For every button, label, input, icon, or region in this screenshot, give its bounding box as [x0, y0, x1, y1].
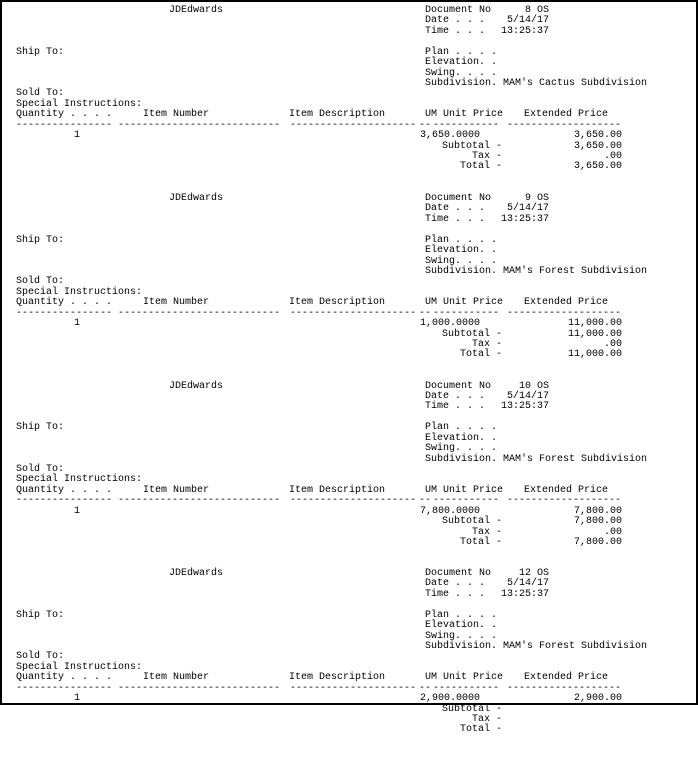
document-no-value: 10 OS — [518, 380, 549, 392]
elevation-label: Elevation. . — [425, 57, 498, 69]
time-value: 13:25:37 — [500, 588, 549, 600]
sold-to-label: Sold To: — [16, 463, 65, 475]
date-value: 5/14/17 — [506, 15, 549, 27]
column-header-item-description: Item Description — [289, 109, 386, 121]
column-header-um-unit-price: UM Unit Price — [425, 672, 504, 684]
column-header-item-number: Item Number — [143, 672, 210, 684]
column-ruler-item-description: --------------------- — [290, 307, 417, 319]
time-label: Time . . . — [425, 588, 486, 600]
quantity-value: 1 — [73, 505, 80, 517]
company-name: JDEdwards — [169, 380, 224, 392]
date-label: Date . . . — [425, 15, 486, 27]
date-value: 5/14/17 — [506, 390, 549, 402]
special-instructions-label: Special Instructions: — [16, 286, 143, 298]
subtotal-value: 7,800.00 — [573, 516, 622, 528]
subtotal-label: Subtotal - — [441, 328, 502, 340]
column-header-extended-price: Extended Price — [524, 109, 609, 121]
total-label: Total - — [459, 349, 502, 361]
column-ruler-item-description: --------------------- — [290, 119, 417, 131]
sold-to-label: Sold To: — [16, 651, 65, 663]
report-section — [2, 6, 696, 194]
time-value: 13:25:37 — [500, 25, 549, 37]
subdivision-value: MAM's Forest Subdivision — [503, 453, 648, 465]
ship-to-label: Ship To: — [16, 46, 65, 58]
column-header-extended-price: Extended Price — [524, 297, 609, 309]
column-ruler-extended-price: ------------------- — [507, 682, 622, 694]
subtotal-label: Subtotal - — [441, 516, 502, 528]
tax-value: .00 — [603, 151, 622, 162]
tax-label: Tax - — [471, 339, 502, 350]
quantity-value: 1 — [73, 318, 80, 330]
document-no-value: 12 OS — [518, 568, 549, 579]
extended-price-value: 11,000.00 — [567, 318, 622, 330]
column-header-item-number: Item Number — [143, 109, 210, 121]
column-header-extended-price: Extended Price — [524, 672, 609, 684]
swing-label: Swing. . . . — [425, 255, 498, 267]
column-header-quantity: Quantity . . . . — [16, 109, 113, 121]
column-ruler-item-description: --------------------- — [290, 495, 417, 507]
time-value: 13:25:37 — [500, 401, 549, 413]
subtotal-label: Subtotal - — [441, 703, 502, 715]
column-header-quantity: Quantity . . . . — [16, 484, 113, 496]
unit-price-value: 3,650.0000 — [419, 130, 480, 142]
column-header-item-description: Item Description — [289, 484, 386, 496]
column-ruler-unit-price: ----------- — [433, 682, 500, 694]
ship-to-label: Ship To: — [16, 422, 65, 434]
column-ruler-item-number: --------------------------- — [118, 682, 281, 694]
tax-label: Tax - — [471, 151, 502, 162]
ship-to-label: Ship To: — [16, 234, 65, 246]
date-value: 5/14/17 — [506, 578, 549, 590]
total-value: 11,000.00 — [567, 349, 622, 361]
column-header-item-description: Item Description — [289, 672, 386, 684]
column-ruler-extended-price: ------------------- — [507, 495, 622, 507]
total-label: Total - — [459, 724, 502, 736]
column-header-um-unit-price: UM Unit Price — [425, 109, 504, 121]
time-label: Time . . . — [425, 401, 486, 413]
ship-to-label: Ship To: — [16, 609, 65, 621]
subdivision-label: Subdivision. — [425, 266, 498, 277]
date-label: Date . . . — [425, 203, 486, 215]
tax-value: .00 — [603, 339, 622, 350]
elevation-label: Elevation. . — [425, 620, 498, 632]
subdivision-label: Subdivision. — [425, 453, 498, 465]
column-ruler-item-description: --------------------- — [290, 682, 417, 694]
subdivision-label: Subdivision. — [425, 78, 498, 89]
document-no-label: Document No — [425, 193, 492, 204]
tax-label: Tax - — [471, 526, 502, 538]
unit-price-value: 1,000.0000 — [419, 318, 480, 330]
swing-label: Swing. . . . — [425, 630, 498, 642]
column-ruler-unit-price: ----------- — [433, 119, 500, 131]
report-section — [2, 194, 696, 382]
column-ruler-extended-price: ------------------- — [507, 119, 622, 131]
extended-price-value: 3,650.00 — [573, 130, 622, 142]
column-header-item-number: Item Number — [143, 484, 210, 496]
date-label: Date . . . — [425, 390, 486, 402]
subdivision-label: Subdivision. — [425, 641, 498, 652]
column-header-extended-price: Extended Price — [524, 484, 609, 496]
total-label: Total - — [459, 536, 502, 548]
column-header-quantity: Quantity . . . . — [16, 672, 113, 684]
report-section — [2, 382, 696, 570]
document-no-value: 8 OS — [524, 5, 549, 16]
sold-to-label: Sold To: — [16, 88, 65, 100]
column-header-um-unit-price: UM Unit Price — [425, 484, 504, 496]
column-ruler-quantity: ---------------- — [16, 495, 113, 507]
extended-price-value: 7,800.00 — [573, 505, 622, 517]
report-section — [2, 569, 696, 757]
subtotal-label: Subtotal - — [441, 140, 502, 152]
column-ruler-um: -- — [419, 495, 432, 507]
sold-to-label: Sold To: — [16, 276, 65, 288]
column-ruler-unit-price: ----------- — [433, 495, 500, 507]
special-instructions-label: Special Instructions: — [16, 98, 143, 110]
swing-label: Swing. . . . — [425, 443, 498, 455]
date-label: Date . . . — [425, 578, 486, 590]
column-ruler-unit-price: ----------- — [433, 307, 500, 319]
elevation-label: Elevation. . — [425, 245, 498, 257]
column-ruler-quantity: ---------------- — [16, 307, 113, 319]
column-ruler-um: -- — [419, 682, 432, 694]
special-instructions-label: Special Instructions: — [16, 661, 143, 673]
plan-label: Plan . . . . — [425, 609, 498, 621]
total-label: Total - — [459, 161, 502, 173]
column-ruler-item-number: --------------------------- — [118, 307, 281, 319]
plan-label: Plan . . . . — [425, 422, 498, 434]
time-label: Time . . . — [425, 25, 486, 37]
column-header-quantity: Quantity . . . . — [16, 297, 113, 309]
subtotal-value: 11,000.00 — [567, 328, 622, 340]
company-name: JDEdwards — [169, 568, 224, 579]
total-value: 7,800.00 — [573, 536, 622, 548]
time-label: Time . . . — [425, 213, 486, 225]
quantity-value: 1 — [73, 693, 80, 705]
plan-label: Plan . . . . — [425, 234, 498, 246]
column-ruler-um: -- — [419, 307, 432, 319]
column-ruler-quantity: ---------------- — [16, 119, 113, 131]
subdivision-value: MAM's Forest Subdivision — [503, 266, 648, 277]
column-ruler-extended-price: ------------------- — [507, 307, 622, 319]
column-ruler-quantity: ---------------- — [16, 682, 113, 694]
plan-label: Plan . . . . — [425, 46, 498, 58]
total-value: 3,650.00 — [573, 161, 622, 173]
subtotal-value: 3,650.00 — [573, 140, 622, 152]
elevation-label: Elevation. . — [425, 432, 498, 444]
company-name: JDEdwards — [169, 5, 224, 16]
unit-price-value: 7,800.0000 — [419, 505, 480, 517]
column-header-item-number: Item Number — [143, 297, 210, 309]
subdivision-value: MAM's Cactus Subdivision — [503, 78, 648, 89]
quantity-value: 1 — [73, 130, 80, 142]
time-value: 13:25:37 — [500, 213, 549, 225]
document-no-label: Document No — [425, 568, 492, 579]
unit-price-value: 2,900.0000 — [419, 693, 480, 705]
extended-price-value: 2,900.00 — [573, 693, 622, 705]
column-header-um-unit-price: UM Unit Price — [425, 297, 504, 309]
date-value: 5/14/17 — [506, 203, 549, 215]
swing-label: Swing. . . . — [425, 67, 498, 79]
column-ruler-item-number: --------------------------- — [118, 495, 281, 507]
document-no-value: 9 OS — [524, 193, 549, 204]
tax-label: Tax - — [471, 714, 502, 725]
tax-value: .00 — [603, 526, 622, 538]
column-ruler-item-number: --------------------------- — [118, 119, 281, 131]
document-no-label: Document No — [425, 5, 492, 16]
document-no-label: Document No — [425, 380, 492, 392]
column-header-item-description: Item Description — [289, 297, 386, 309]
column-ruler-um: -- — [419, 119, 432, 131]
company-name: JDEdwards — [169, 193, 224, 204]
special-instructions-label: Special Instructions: — [16, 474, 143, 486]
subdivision-value: MAM's Forest Subdivision — [503, 641, 648, 652]
